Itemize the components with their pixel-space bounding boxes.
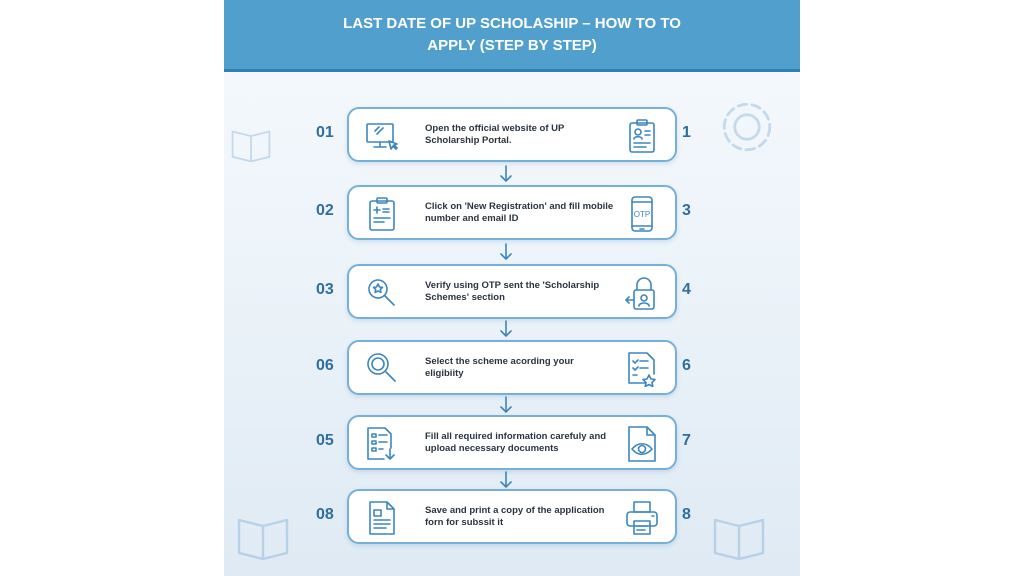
- step-number-right: 6: [682, 357, 691, 374]
- magnifier-icon: [365, 352, 399, 386]
- arrow-down-icon: [500, 396, 512, 414]
- svg-text:OTP: OTP: [633, 210, 651, 219]
- computer-cursor-icon: [365, 119, 399, 153]
- step-card: [347, 264, 677, 319]
- step-text: Click on 'New Registration' and fill mobile number and email ID: [425, 200, 614, 224]
- step-number-right: 1: [682, 124, 691, 141]
- step-text: Verify using OTP sent the 'Scholarship Schemes' section: [425, 279, 600, 303]
- step-row: [224, 489, 800, 544]
- page-title: LAST DATE OF UP SCHOLASHIP – HOW TO TO APPLY (STEP BY STEP): [343, 14, 681, 54]
- step-number-right: 4: [682, 281, 691, 298]
- step-text: Select the scheme acording your eligibiity: [425, 355, 574, 379]
- step-text: Open the official website of UP Scholarship Portal.: [425, 122, 565, 146]
- step-number-left: 02: [316, 202, 334, 219]
- arrow-down-icon: [500, 471, 512, 489]
- header-banner: [224, 0, 800, 72]
- phone-otp-icon: [625, 196, 659, 232]
- step-card: [347, 489, 677, 544]
- infographic-panel: [224, 0, 800, 576]
- arrow-down-icon: [500, 320, 512, 338]
- step-row: [224, 264, 800, 319]
- arrow-down-icon: [500, 243, 512, 261]
- step-card: [347, 107, 677, 162]
- step-text: Save and print a copy of the application forn for subssit it: [425, 504, 605, 528]
- step-number-right: 8: [682, 506, 691, 523]
- step-card: [347, 340, 677, 395]
- step-number-right: 7: [682, 432, 691, 449]
- form-download-icon: [365, 427, 399, 461]
- clipboard-form-icon: [365, 197, 399, 231]
- step-number-left: 05: [316, 432, 334, 449]
- document-icon: [365, 501, 399, 535]
- step-card: [347, 185, 677, 240]
- step-number-left: 08: [316, 506, 334, 523]
- step-row: [224, 185, 800, 240]
- arrow-down-icon: [500, 165, 512, 183]
- search-star-icon: [365, 276, 399, 310]
- document-eye-icon: [625, 426, 659, 462]
- step-number-left: 03: [316, 281, 334, 298]
- step-row: [224, 107, 800, 162]
- step-number-right: 3: [682, 202, 691, 219]
- id-clipboard-icon: [625, 118, 659, 154]
- step-card: [347, 415, 677, 470]
- step-row: [224, 340, 800, 395]
- step-number-left: 06: [316, 357, 334, 374]
- printer-icon: [625, 500, 659, 536]
- checklist-star-icon: [625, 351, 659, 387]
- step-text: Fill all required information carefuly and upload necessary documents: [425, 430, 607, 454]
- step-row: [224, 415, 800, 470]
- step-number-left: 01: [316, 124, 334, 141]
- lock-user-icon: [625, 275, 659, 311]
